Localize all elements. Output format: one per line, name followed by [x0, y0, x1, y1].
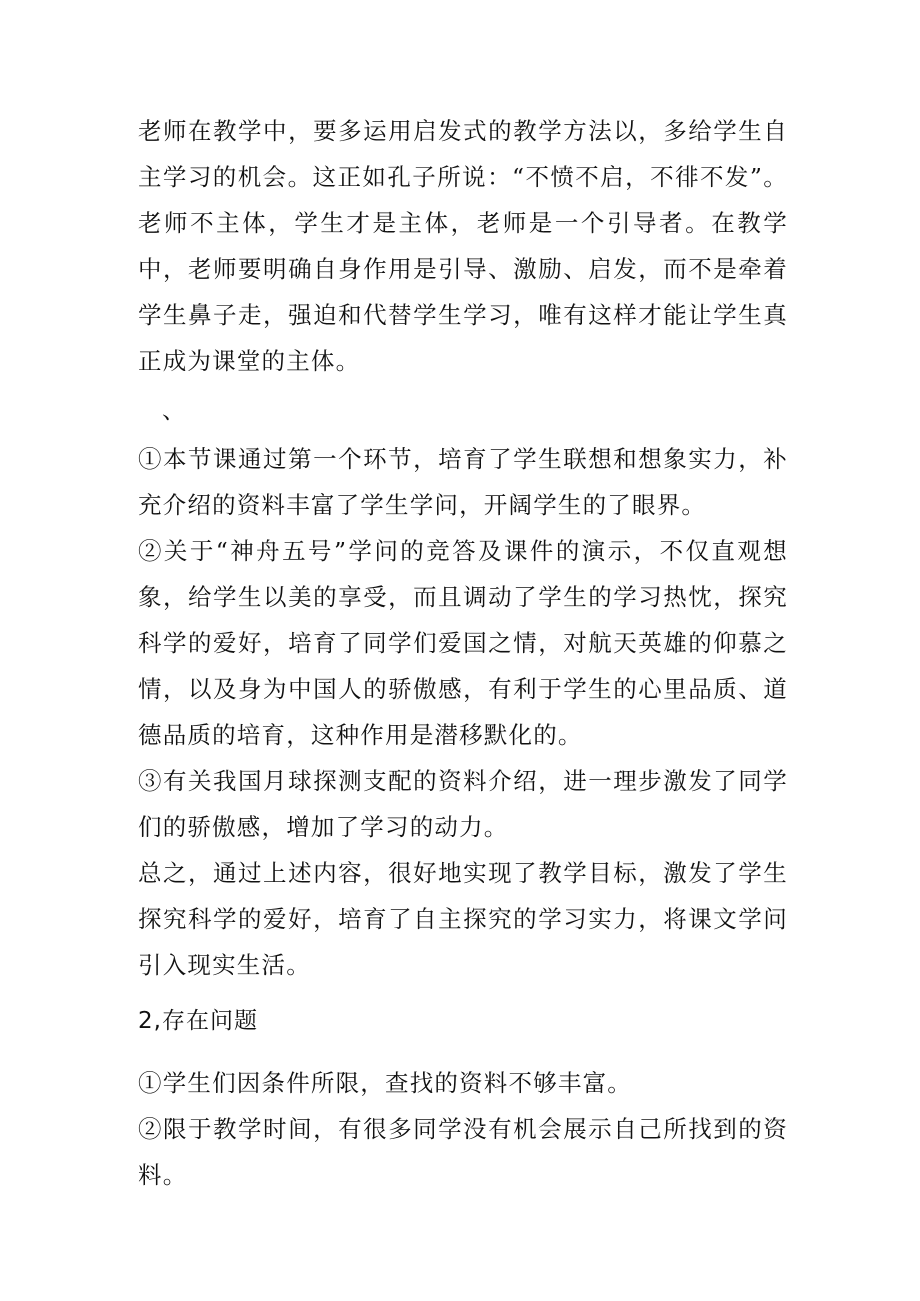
paragraph-teaching-method: 老师在教学中，要多运用启发式的教学方法以，多给学生自主学习的机会。这正如孔子所说：“不愤不启，不徘不发”。老师不主体，学生才是主体，老师是一个引导者。在教学中，老师要明确自身作用是引导、激励、启发，而不是牵着学生鼻子走，强迫和代替学生学习，唯有这样才能让学生真正成为课堂的主体。: [138, 117, 788, 375]
stray-mark: 、: [162, 398, 185, 424]
section-heading-problems: 2,存在问题: [138, 1008, 258, 1034]
paragraph-summary: 总之，通过上述内容，很好地实现了教学目标，激发了学生探究科学的爱好，培育了自主探究的学习实力，将课文学问引入现实生活。: [138, 859, 788, 979]
paragraph-point-1: ①本节课通过第一个环节，培育了学生联想和想象实力，补充介绍的资料丰富了学生学问，开阔学生的了眼界。: [138, 445, 788, 519]
paragraph-problem-2: ②限于教学时间，有很多同学没有机会展示自己所找到的资料。: [138, 1115, 788, 1189]
paragraph-point-3: ③有关我国月球探测支配的资料介绍，进一理步激发了同学们的骄傲感，增加了学习的动力。: [138, 767, 788, 841]
paragraph-problem-1: ①学生们因条件所限，查找的资料不够丰富。: [138, 1069, 632, 1097]
document-body: [138, 108, 788, 1198]
paragraph-point-2: ②关于“神舟五号”学问的竞答及课件的演示，不仅直观想象，给学生以美的享受，而且调动了学生的学习热忱，探究科学的爱好，培育了同学们爱国之情，对航天英雄的仰慕之情，以及身为中国人的骄傲感，有利于学生的心里品质、道德品质的培育，这种作用是潜移默化的。: [138, 537, 788, 749]
